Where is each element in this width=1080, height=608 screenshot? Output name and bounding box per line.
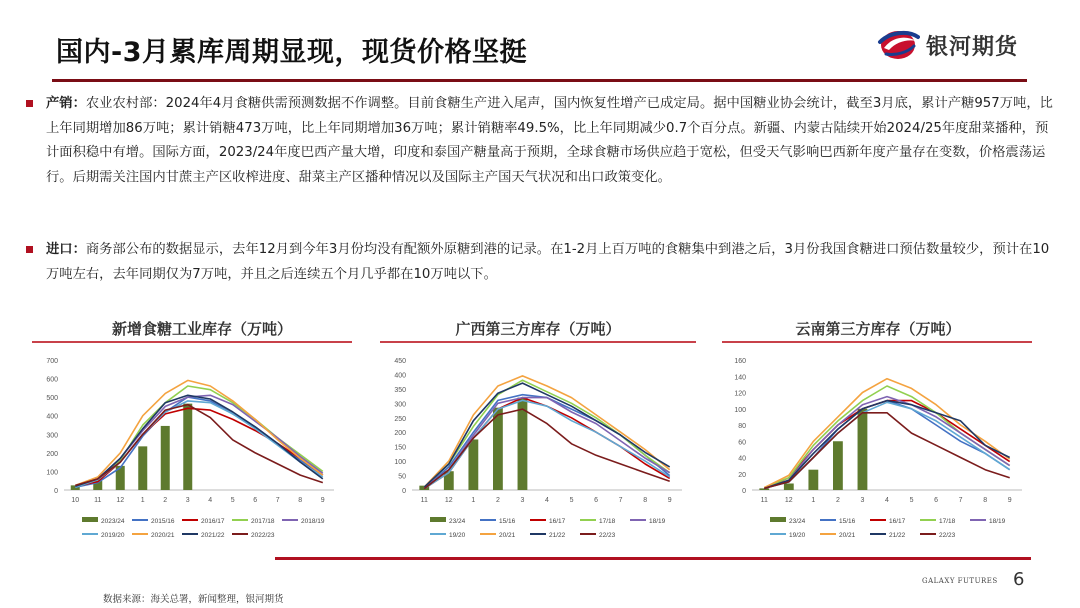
y-tick-label: 100 <box>394 459 406 467</box>
x-tick-label: 11 <box>760 497 768 504</box>
bar-23/24 <box>468 439 478 490</box>
legend-label: 2020/21 <box>151 532 175 539</box>
chart-yunnan-stock <box>718 346 1038 546</box>
chart-title-divider <box>32 341 352 343</box>
legend-label: 2023/24 <box>101 518 125 525</box>
legend-label: 23/24 <box>789 518 806 525</box>
x-tick-label: 7 <box>618 497 623 504</box>
legend-label: 2016/17 <box>201 518 225 525</box>
y-tick-label: 80 <box>738 423 746 430</box>
legend-label: 19/20 <box>789 532 806 539</box>
x-tick-label: 9 <box>667 497 672 504</box>
x-tick-label: 3 <box>860 497 865 504</box>
bar-23/24 <box>808 470 818 490</box>
y-tick-label: 100 <box>46 469 58 477</box>
bar-2023/24 <box>183 404 192 490</box>
page-number: 6 <box>1013 569 1025 590</box>
legend-label: 16/17 <box>889 518 906 525</box>
y-tick-label: 0 <box>402 488 406 495</box>
x-tick-label: 6 <box>253 497 258 504</box>
paragraph-import <box>46 238 1056 287</box>
x-tick-label: 3 <box>520 497 525 504</box>
legend-swatch-bar <box>82 517 98 522</box>
y-tick-label: 150 <box>394 444 406 452</box>
bullet-square-icon <box>26 246 33 253</box>
x-tick-label: 12 <box>116 497 125 504</box>
galaxy-futures-label: GALAXY FUTURES <box>922 577 998 585</box>
x-tick-label: 5 <box>569 497 574 504</box>
x-tick-label: 9 <box>320 497 325 504</box>
y-tick-label: 400 <box>394 372 406 380</box>
legend-label: 20/21 <box>839 532 856 539</box>
y-tick-label: 500 <box>46 395 58 403</box>
legend-label: 2015/16 <box>151 518 175 525</box>
y-tick-label: 60 <box>738 439 746 447</box>
x-tick-label: 11 <box>420 497 428 504</box>
line-series-17/18 <box>424 380 669 487</box>
x-tick-label: 1 <box>140 497 145 504</box>
y-tick-label: 200 <box>46 450 58 458</box>
legend-label: 23/24 <box>449 518 466 525</box>
y-tick-label: 400 <box>46 413 58 421</box>
legend-label: 2021/22 <box>201 532 225 539</box>
footer-divider <box>275 557 1031 560</box>
paragraph-text: 农业农村部：2024年4月食糖供需预测数据不作调整。目前食糖生产进入尾声，国内恢复性增产已成定局。据中国糖业协会统计，截至3月底，累计产糖957万吨，比上年同期增加86万吨；累计销糖473万吨，比上年同期增加36万吨；累计销糖率49.5%，比上年同期减少0.7个百分点。新疆、内蒙古陆续开始2024/25年度甜菜播种，预计面积稳中有增。国际方面，2023/24年度巴西产量大增，印度和泰国产糖量高于预期，全球食糖市场供应趋于宽松，但受天气影响巴西新年度产量存在变数，价格震荡运行。后期需关注国内甘蔗主产区收榨进度、甜菜主产区播种情况以及国际主产国天气状况和出口政策变化。 <box>46 96 1053 185</box>
galaxy-logo-icon <box>876 28 920 62</box>
logo-text: 银河期货 <box>926 34 1019 60</box>
x-tick-label: 12 <box>444 497 453 504</box>
x-tick-label: 7 <box>958 497 963 504</box>
legend-label: 15/16 <box>839 518 856 525</box>
legend-label: 17/18 <box>599 518 616 525</box>
legend-label: 22/23 <box>599 532 616 539</box>
legend-label: 21/22 <box>549 532 566 539</box>
y-tick-label: 40 <box>738 455 746 463</box>
y-tick-label: 250 <box>394 415 406 423</box>
legend-label: 22/23 <box>939 532 956 539</box>
legend-label: 2022/23 <box>251 532 275 539</box>
legend-label: 15/16 <box>499 518 516 525</box>
y-tick-label: 300 <box>394 401 406 409</box>
legend-swatch-bar <box>430 517 446 522</box>
y-tick-label: 450 <box>394 358 406 365</box>
line-series-19/20 <box>764 402 1009 487</box>
y-tick-label: 0 <box>54 488 58 495</box>
legend-label: 20/21 <box>499 532 516 539</box>
line-series-18/19 <box>764 397 1009 489</box>
x-tick-label: 5 <box>909 497 914 504</box>
y-tick-label: 160 <box>734 358 746 365</box>
legend-label: 18/19 <box>649 518 666 525</box>
chart-title-divider <box>722 341 1032 343</box>
bullet-square-icon <box>26 100 33 107</box>
chart-title-yunnan-stock: 云南第三方库存（万吨） <box>795 320 961 338</box>
bar-23/24 <box>493 408 503 490</box>
x-tick-label: 8 <box>643 497 648 504</box>
x-tick-label: 6 <box>934 497 939 504</box>
chart-title-guangxi-stock: 广西第三方库存（万吨） <box>455 320 621 338</box>
y-tick-label: 100 <box>734 406 746 414</box>
x-tick-label: 9 <box>1007 497 1012 504</box>
x-tick-label: 5 <box>230 497 235 504</box>
paragraph-production-sales <box>46 92 1056 190</box>
bar-23/24 <box>858 409 868 490</box>
chart-industrial-stock <box>30 346 350 546</box>
x-tick-label: 10 <box>71 497 80 504</box>
x-tick-label: 12 <box>784 497 793 504</box>
bar-23/24 <box>759 488 769 490</box>
paragraph-lead: 进口： <box>46 242 86 257</box>
x-tick-label: 3 <box>185 497 190 504</box>
x-tick-label: 4 <box>885 497 889 504</box>
y-tick-label: 600 <box>46 376 58 384</box>
brand-logo <box>876 28 1018 62</box>
legend-label: 21/22 <box>889 532 906 539</box>
x-tick-label: 2 <box>835 497 840 504</box>
x-tick-label: 8 <box>983 497 988 504</box>
y-tick-label: 300 <box>46 432 58 440</box>
legend-label: 17/18 <box>939 518 956 525</box>
x-tick-label: 2 <box>495 497 500 504</box>
bar-2023/24 <box>161 426 170 490</box>
x-tick-label: 4 <box>208 497 213 504</box>
x-tick-label: 7 <box>275 497 280 504</box>
line-series-21/22 <box>424 383 669 487</box>
paragraph-text: 商务部公布的数据显示，去年12月到今年3月份均没有配额外原糖到港的记录。在1-2月上百万吨的食糖集中到港之后，3月份我国食糖进口预估数量较少，预计在10万吨左右，去年同期仅为7万吨，并且之后连续五个月几乎都在10万吨以下。 <box>46 242 1050 282</box>
x-tick-label: 4 <box>545 497 549 504</box>
legend-label: 2018/19 <box>301 518 325 525</box>
x-tick-label: 11 <box>94 497 102 504</box>
legend-label: 19/20 <box>449 532 466 539</box>
title-divider <box>52 79 1027 82</box>
page-title: 国内-3月累库周期显现，现货价格坚挺 <box>56 37 527 68</box>
chart-title-divider <box>380 341 696 343</box>
y-tick-label: 20 <box>738 471 746 479</box>
x-tick-label: 8 <box>298 497 303 504</box>
bar-2023/24 <box>138 446 147 490</box>
x-tick-label: 1 <box>811 497 816 504</box>
x-tick-label: 1 <box>471 497 476 504</box>
y-tick-label: 120 <box>734 390 746 398</box>
x-tick-label: 2 <box>163 497 168 504</box>
x-tick-label: 6 <box>594 497 599 504</box>
legend-label: 16/17 <box>549 518 566 525</box>
legend-label: 18/19 <box>989 518 1006 525</box>
chart-title-industrial-stock: 新增食糖工业库存（万吨） <box>111 320 292 338</box>
legend-label: 2017/18 <box>251 518 275 525</box>
y-tick-label: 140 <box>734 374 746 382</box>
legend-swatch-bar <box>770 517 786 522</box>
line-series-22/23 <box>764 413 1009 489</box>
y-tick-label: 200 <box>394 430 406 438</box>
y-tick-label: 350 <box>394 386 406 394</box>
y-tick-label: 50 <box>398 473 406 481</box>
legend-label: 2019/20 <box>101 532 125 539</box>
paragraph-lead: 产销： <box>46 96 86 111</box>
chart-guangxi-stock <box>378 346 698 546</box>
y-tick-label: 0 <box>742 488 746 495</box>
y-tick-label: 700 <box>46 358 58 365</box>
bar-23/24 <box>784 484 794 491</box>
data-source: 数据来源：海关总署，新闻整理，银河期货 <box>103 594 284 605</box>
bar-23/24 <box>833 441 843 490</box>
